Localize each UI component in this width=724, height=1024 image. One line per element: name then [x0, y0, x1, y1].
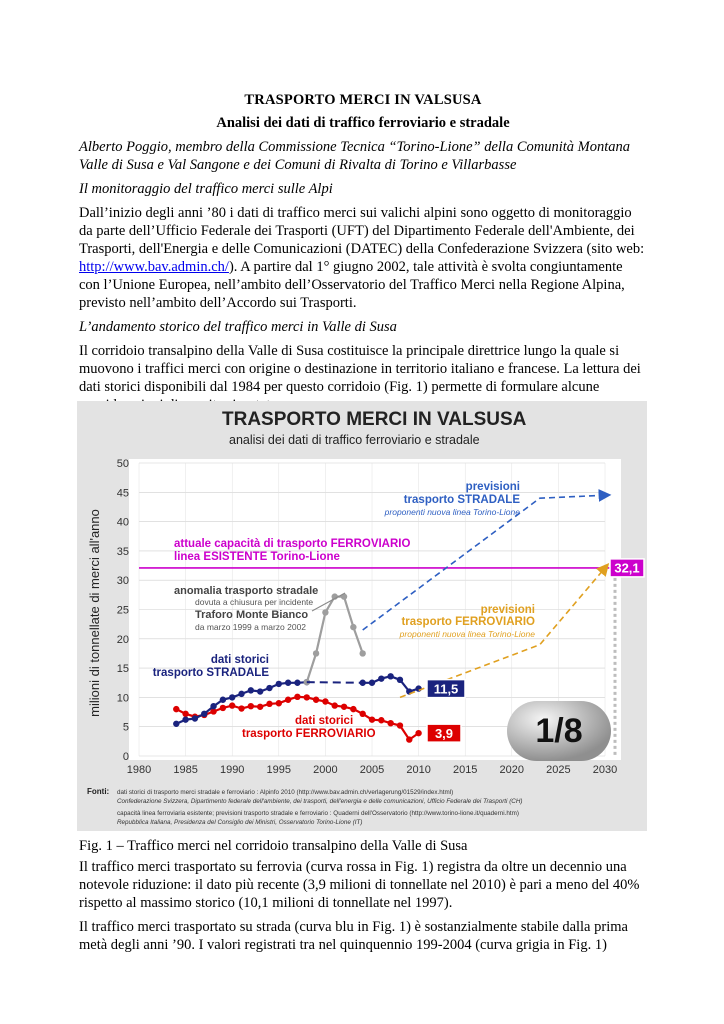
- data-point: [238, 705, 244, 711]
- data-point: [387, 720, 393, 726]
- data-point: [415, 685, 421, 691]
- y-axis-label: milioni di tonnellate di merci all'anno: [87, 509, 102, 717]
- banner-title: TRASPORTO MERCI IN VALSUSA: [222, 409, 527, 430]
- data-point: [313, 650, 319, 656]
- data-point: [359, 650, 365, 656]
- data-point: [406, 736, 412, 742]
- data-point: [201, 711, 207, 717]
- y-tick-label: 40: [116, 516, 129, 529]
- y-tick-label: 45: [116, 487, 129, 500]
- sources-line-1: dati storici di trasporto merci stradale e ferroviario : Alpinfo 2010 (http://www.bav.admin.ch/verlagerung/01529/index.html): [117, 789, 454, 796]
- paragraph-ferrovia: Il traffico merci trasportato su ferrovia (curva rossa in Fig. 1) registra da oltre un decennio una notevole riduzione: il dato più recente (3,9 milioni di tonnellate nel 2010) è pari a meno del 40% rispetto al massimo storico (10,1 milioni di tonnellate nel 1997).: [79, 859, 640, 911]
- anomaly-label-2: dovuta a chiusura per incidente: [195, 597, 314, 607]
- road-value-text: 11,5: [433, 681, 459, 697]
- data-point: [378, 717, 384, 723]
- data-point: [285, 680, 291, 686]
- road-forecast-label-2: trasporto STRADALE: [403, 494, 520, 506]
- anomaly-label-1: anomalia trasporto stradale: [174, 585, 319, 597]
- data-point: [220, 705, 226, 711]
- y-tick-label: 25: [116, 604, 129, 617]
- road-forecast-label-1: previsioni: [465, 481, 520, 493]
- data-point: [210, 703, 216, 709]
- anomaly-label-3: Traforo Monte Bianco: [195, 609, 309, 621]
- data-point: [248, 687, 254, 693]
- data-point: [182, 711, 188, 717]
- sources-line-2: Confederazione Svizzera, Dipartimento federale dell'ambiente, dei trasporti, dell'energia e delle comunicazioni, Ufficio Federale dei Trasporti (CH): [117, 798, 523, 805]
- data-point: [415, 730, 421, 736]
- paragraph-strada: Il traffico merci trasportato su strada (curva blu in Fig. 1) è sostanzialmente stabile dalla prima metà degli anni ’90. I valori registrati tra nel quinquennio 199-2004 (curva grigia in Fig. 1): [79, 919, 628, 953]
- rail-forecast-label-3: proponenti nuova linea Torino-Lione: [399, 629, 535, 639]
- author-line: Alberto Poggio, membro della Commissione Tecnica “Torino-Lione” della Comunità Montana Valle di Susa e Val Sangone e dei Comuni di Rivalta di Torino e Villarbasse: [79, 139, 631, 173]
- banner-subtitle: analisi dei dati di traffico ferroviario e stradale: [229, 433, 480, 447]
- data-point: [332, 702, 338, 708]
- chart-svg: [77, 401, 647, 831]
- paragraph-corridoio: Il corridoio transalpino della Valle di Susa costituisce la principale direttrice lungo la quale si muovono i traffici merci con origine o destinazione in territorio italiano e francese. La lettura dei dati storici disponibili dal 1984 per questo corridoio (Fig. 1) permette di formulare alcune: [79, 343, 641, 395]
- x-tick-label: 2020: [499, 764, 525, 776]
- rail-forecast-label-1: previsioni: [480, 604, 535, 616]
- y-tick-label: 15: [116, 663, 129, 676]
- data-point: [173, 706, 179, 712]
- anomaly-label-4: da marzo 1999 a marzo 2002: [195, 622, 307, 632]
- rail-history-label-1: dati storici: [295, 715, 354, 727]
- document-body-continued: [79, 858, 647, 960]
- sources-line-3: capacità linea ferroviaria esistente; previsioni trasporto stradale e ferroviario : Quaderni dell'Osservatorio (http://www.torino-lione.it/quaderni.htm): [117, 810, 519, 817]
- data-point: [182, 716, 188, 722]
- data-point: [285, 697, 291, 703]
- data-point: [397, 722, 403, 728]
- data-point: [387, 673, 393, 679]
- data-point: [350, 624, 356, 630]
- data-point: [229, 694, 235, 700]
- document-subtitle: Analisi dei dati di traffico ferroviario e stradale: [216, 115, 510, 131]
- x-tick-label: 2030: [592, 764, 618, 776]
- y-tick-label: 0: [122, 751, 129, 763]
- document-title: TRASPORTO MERCI IN VALSUSA: [244, 92, 482, 108]
- figure-caption: Fig. 1 – Traffico merci nel corridoio transalpino della Valle di Susa: [79, 838, 468, 854]
- x-tick-label: 1985: [173, 764, 198, 776]
- y-tick-label: 10: [116, 692, 129, 705]
- y-tick-label: 20: [116, 633, 129, 646]
- bav-admin-link[interactable]: http://www.bav.admin.ch/: [79, 259, 229, 275]
- document-body: [79, 92, 647, 420]
- rail-forecast-label-2: trasporto FERROVIARIO: [401, 616, 535, 628]
- road-history-label-2: trasporto STRADALE: [152, 667, 269, 679]
- data-point: [173, 721, 179, 727]
- y-tick-label: 30: [116, 575, 129, 588]
- x-tick-label: 2025: [546, 764, 571, 776]
- road-history-label-1: dati storici: [210, 654, 269, 666]
- sources-label: Fonti:: [87, 787, 110, 796]
- paragraph-text: Dall’inizio degli anni ’80 i dati di traffico merci sui valichi alpini sono oggetto di monitoraggio da parte dell’Ufficio Federale dei Trasporti (UFT) del Dipartimento Federale dell'Ambiente, dei Trasporti, dell'Energia e delle Comunicazioni (DATEC) della Confederazione Svizzera (sito web:: [79, 205, 645, 257]
- data-point: [220, 697, 226, 703]
- capacity-value-text: 32,1: [614, 560, 640, 576]
- section-heading-andamento: L’andamento storico del traffico merci in Valle di Susa: [79, 319, 397, 335]
- data-point: [341, 704, 347, 710]
- data-point: [257, 704, 263, 710]
- x-tick-label: 2010: [406, 764, 431, 776]
- data-point: [378, 675, 384, 681]
- figure-chart: [77, 401, 647, 831]
- section-heading-monitoraggio: Il monitoraggio del traffico merci sulle Alpi: [79, 181, 333, 197]
- data-point: [248, 703, 254, 709]
- paragraph-monitoraggio: [79, 204, 647, 312]
- y-tick-label: 50: [116, 458, 129, 470]
- data-point: [294, 680, 300, 686]
- road-forecast-label-3: proponenti nuova linea Torino-Lione: [384, 507, 520, 517]
- x-tick-label: 1990: [219, 764, 245, 776]
- data-point: [304, 694, 310, 700]
- data-point: [276, 681, 282, 687]
- data-point: [266, 685, 272, 691]
- data-point: [322, 698, 328, 704]
- data-point: [397, 677, 403, 683]
- data-point: [238, 691, 244, 697]
- data-point: [266, 701, 272, 707]
- capacity-label-2: linea ESISTENTE Torino-Lione: [174, 551, 340, 563]
- data-point: [369, 680, 375, 686]
- data-point: [294, 694, 300, 700]
- rail-history-label-2: trasporto FERROVIARIO: [242, 728, 376, 740]
- data-point: [229, 702, 235, 708]
- x-tick-label: 2000: [313, 764, 338, 776]
- data-point: [322, 609, 328, 615]
- y-tick-label: 5: [122, 721, 129, 734]
- data-point: [350, 706, 356, 712]
- x-tick-label: 2015: [452, 764, 478, 776]
- data-point: [359, 711, 365, 717]
- data-point: [369, 716, 375, 722]
- data-point: [276, 700, 282, 706]
- x-tick-label: 1980: [126, 764, 152, 776]
- data-point: [313, 697, 319, 703]
- ratio-badge-text: 1/8: [535, 712, 583, 750]
- sources-line-4: Repubblica Italiana, Presidenza del Consiglio dei Ministri, Osservatorio Torino-Lione (IT): [117, 819, 363, 826]
- paragraph-text: ). A partire dal 1° giugno 2002, tale attività è svolta congiuntamente con l’Unione Europea, nell’ambito dell’Osservatorio del Traffico Merci nella Regione Alpina, previsto nell’ambito dell’Accordo sui Trasporti.: [79, 259, 625, 311]
- data-point: [192, 715, 198, 721]
- x-tick-label: 1995: [266, 764, 292, 776]
- rail-value-text: 3,9: [434, 725, 454, 741]
- data-point: [257, 688, 263, 694]
- y-tick-label: 35: [116, 545, 129, 558]
- x-tick-label: 2005: [359, 764, 385, 776]
- capacity-label-1: attuale capacità di trasporto FERROVIARIO: [174, 538, 411, 550]
